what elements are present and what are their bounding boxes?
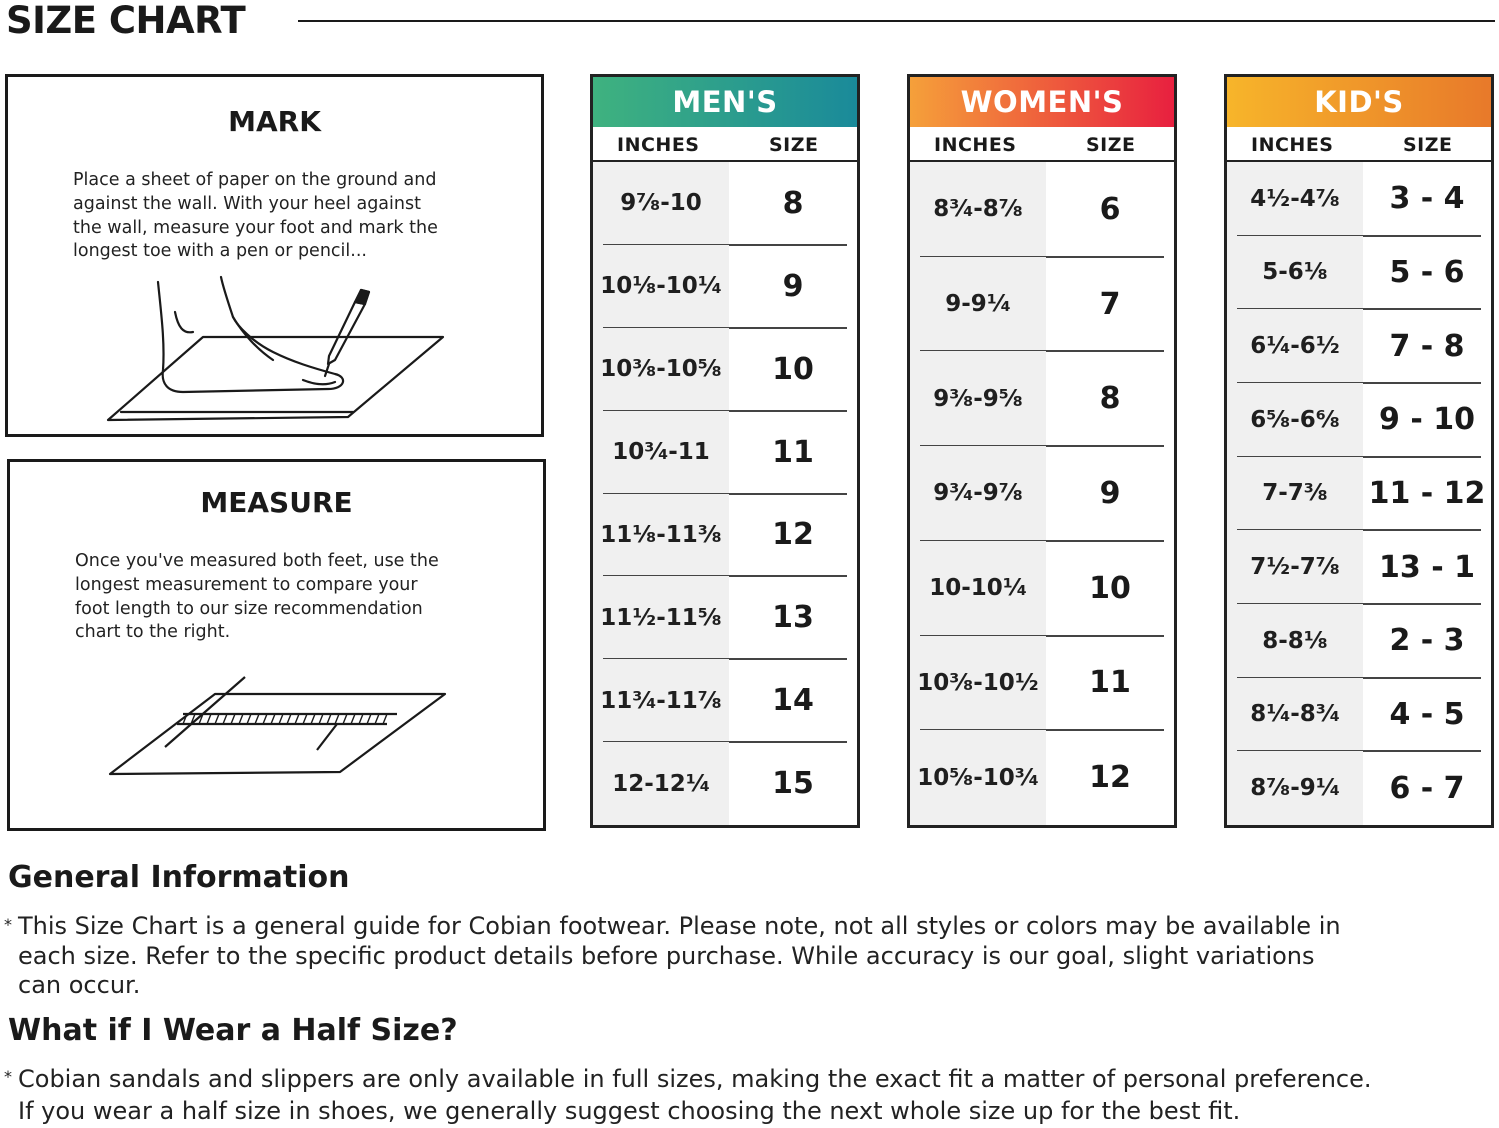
foot-and-pencil-icon [103, 272, 453, 427]
inches-cell: 10-10¹⁄₄ [910, 541, 1046, 636]
size-cell: 8 [1099, 381, 1121, 417]
table-row [1227, 309, 1491, 383]
column-header-inches: INCHES [934, 134, 1017, 156]
table-title: KID'S [1227, 77, 1491, 127]
table-column-headers [910, 127, 1174, 162]
table-column-headers [593, 127, 857, 162]
measure-instructions [75, 550, 439, 645]
mark-line: the wall, measure your foot and mark the [73, 217, 438, 238]
table-title: MEN'S [593, 77, 857, 127]
size-cell: 7 - 8 [1389, 328, 1465, 364]
size-cell: 6 - 7 [1389, 770, 1465, 806]
measure-line: chart to the right. [75, 622, 231, 643]
inches-cell: 10³⁄₈-10¹⁄₂ [910, 636, 1046, 731]
table-row [910, 162, 1174, 257]
half-size-text [4, 1063, 1494, 1127]
inches-cell: 6⁵⁄₈-6⁶⁄₈ [1227, 383, 1363, 457]
size-cell: 6 [1099, 191, 1121, 227]
mark-instructions [73, 169, 438, 264]
size-cell: 9 - 10 [1379, 402, 1475, 438]
table-row [593, 245, 857, 328]
measure-line: Once you've measured both feet, use the [75, 551, 439, 571]
inches-cell: 6¹⁄₄-6¹⁄₂ [1227, 309, 1363, 383]
table-row [1227, 236, 1491, 310]
inches-cell: 8-8¹⁄₈ [1227, 604, 1363, 678]
size-cell: 15 [772, 766, 814, 802]
size-cell: 12 [1089, 760, 1131, 796]
inches-cell: 10⁵⁄₈-10³⁄₄ [910, 730, 1046, 825]
inches-cell: 9⁷⁄₈-10 [593, 162, 729, 245]
table-row [593, 328, 857, 411]
size-cell: 9 [1099, 475, 1121, 511]
inches-cell: 5-6¹⁄₈ [1227, 236, 1363, 310]
inches-cell: 9³⁄₄-9⁷⁄₈ [910, 446, 1046, 541]
inches-cell: 8¹⁄₄-8³⁄₄ [1227, 678, 1363, 752]
title-divider [298, 20, 1495, 22]
table-column-headers [1227, 127, 1491, 162]
table-row [910, 730, 1174, 825]
table-row [1227, 383, 1491, 457]
table-row [593, 742, 857, 825]
table-row [910, 541, 1174, 636]
size-cell: 13 [772, 600, 814, 636]
bullet: * [4, 915, 12, 934]
table-row [593, 659, 857, 742]
inches-cell: 10³⁄₄-11 [593, 411, 729, 494]
bullet: * [4, 1067, 12, 1086]
size-cell: 10 [772, 351, 814, 387]
table-row [1227, 604, 1491, 678]
size-cell: 11 - 12 [1368, 475, 1486, 511]
size-cell: 12 [772, 517, 814, 553]
size-cell: 13 - 1 [1379, 549, 1475, 585]
page-title: SIZE CHART [6, 0, 246, 42]
inches-cell: 11¹⁄₂-11⁵⁄₈ [593, 576, 729, 659]
size-table [590, 74, 860, 828]
inches-cell: 9³⁄₈-9⁵⁄₈ [910, 351, 1046, 446]
column-header-inches: INCHES [617, 134, 700, 156]
size-table [1224, 74, 1494, 828]
inches-cell: 11¹⁄₈-11³⁄₈ [593, 494, 729, 577]
inches-cell: 7¹⁄₂-7⁷⁄₈ [1227, 530, 1363, 604]
size-cell: 5 - 6 [1389, 254, 1465, 290]
table-row [1227, 530, 1491, 604]
mark-heading: MARK [228, 105, 321, 138]
size-cell: 9 [782, 268, 804, 304]
table-row [1227, 678, 1491, 752]
size-cell: 11 [772, 434, 814, 470]
ruler-on-paper-icon [105, 672, 455, 782]
table-row [1227, 751, 1491, 825]
size-cell: 11 [1089, 665, 1131, 701]
paragraph-line: This Size Chart is a general guide for Cobian footwear. Please note, not all styles or colors may be available in [18, 912, 1341, 940]
inches-cell: 9-9¹⁄₄ [910, 257, 1046, 352]
size-table [907, 74, 1177, 828]
table-row [910, 446, 1174, 541]
mark-line: against the wall. With your heel against [73, 193, 421, 214]
table-row [593, 494, 857, 577]
table-row [910, 257, 1174, 352]
table-row [910, 636, 1174, 731]
column-header-size: SIZE [1403, 134, 1453, 156]
mark-line: Place a sheet of paper on the ground and [73, 170, 437, 190]
inches-cell: 7-7³⁄₈ [1227, 457, 1363, 531]
inches-cell: 4¹⁄₂-4⁷⁄₈ [1227, 162, 1363, 236]
table-row [593, 162, 857, 245]
measure-heading: MEASURE [200, 486, 353, 519]
table-row [1227, 457, 1491, 531]
column-header-size: SIZE [769, 134, 819, 156]
paragraph-line: each size. Refer to the specific product details before purchase. While accuracy is our goal, slight variations [18, 941, 1315, 970]
column-header-size: SIZE [1086, 134, 1136, 156]
table-row [1227, 162, 1491, 236]
paragraph-line: Cobian sandals and slippers are only available in full sizes, making the exact fit a matter of personal preference. [18, 1065, 1372, 1093]
size-cell: 2 - 3 [1389, 623, 1465, 659]
inches-cell: 8³⁄₄-8⁷⁄₈ [910, 162, 1046, 257]
table-row [910, 351, 1174, 446]
size-cell: 10 [1089, 570, 1131, 606]
inches-cell: 11³⁄₄-11⁷⁄₈ [593, 659, 729, 742]
table-row [593, 576, 857, 659]
inches-cell: 10³⁄₈-10⁵⁄₈ [593, 328, 729, 411]
table-row [593, 411, 857, 494]
size-cell: 14 [772, 683, 814, 719]
general-info-heading: General Information [8, 860, 350, 895]
size-cell: 7 [1099, 286, 1121, 322]
paragraph-line: If you wear a half size in shoes, we generally suggest choosing the next whole size up for the best fit. [18, 1097, 1241, 1125]
size-cell: 4 - 5 [1389, 696, 1465, 732]
inches-cell: 8⁷⁄₈-9¹⁄₄ [1227, 751, 1363, 825]
inches-cell: 10¹⁄₈-10¹⁄₄ [593, 245, 729, 328]
inches-cell: 12-12¹⁄₄ [593, 742, 729, 825]
size-cell: 8 [782, 185, 804, 221]
general-info-text [4, 912, 1494, 1001]
size-cell: 3 - 4 [1389, 181, 1465, 217]
measure-line: foot length to our size recommendation [75, 598, 423, 619]
column-header-inches: INCHES [1251, 134, 1334, 156]
mark-line: longest toe with a pen or pencil... [73, 241, 367, 262]
mark-panel [5, 74, 544, 437]
measure-line: longest measurement to compare your [75, 574, 418, 595]
measure-panel [7, 459, 546, 831]
half-size-heading: What if I Wear a Half Size? [8, 1013, 458, 1048]
table-title: WOMEN'S [910, 77, 1174, 127]
paragraph-line: can occur. [18, 971, 141, 999]
